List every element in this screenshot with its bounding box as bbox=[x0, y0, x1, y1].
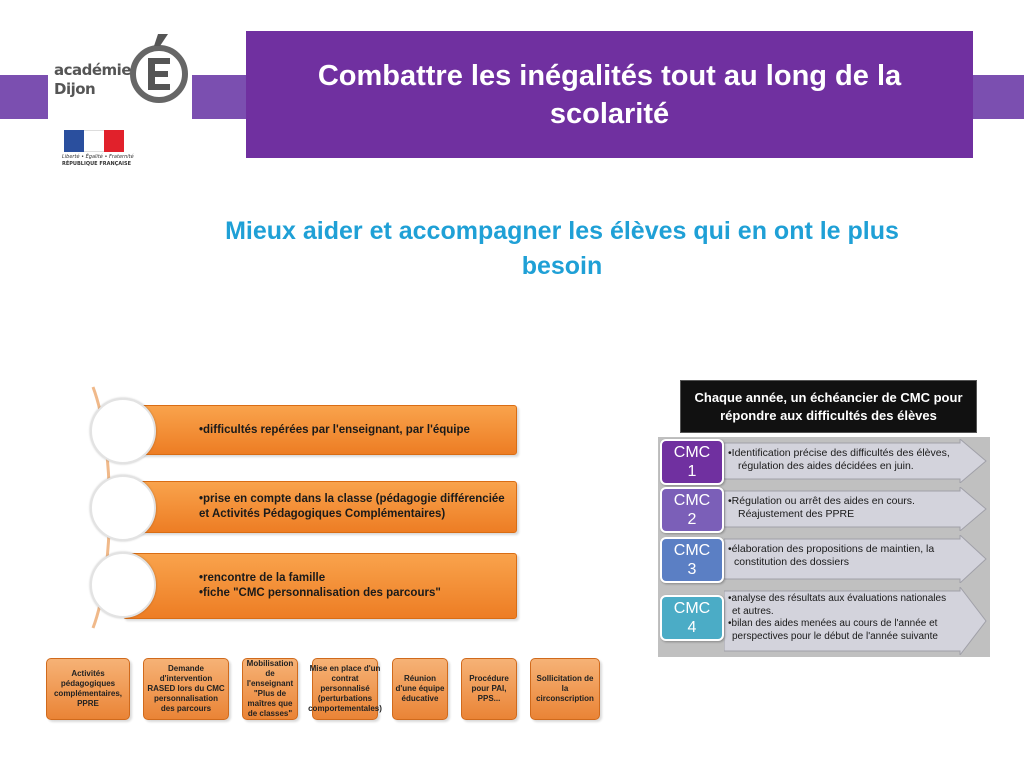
cmc-panel-title: Chaque année, un échéancier de CMC pour répondre aux difficultés des élèves bbox=[680, 380, 977, 433]
cmc-timeline-panel bbox=[658, 437, 990, 657]
action-box-pdmqdc: Mobilisation de l'enseignant "Plus de maîtres que de classes" bbox=[242, 658, 298, 720]
cmc-badge-3: CMC 3 bbox=[660, 537, 724, 583]
header-band-mid bbox=[192, 75, 246, 119]
flag-caption: Liberté • Égalité • Fraternité RÉPUBLIQUE FRANÇAISE bbox=[62, 154, 134, 167]
diagram-bar-3 bbox=[123, 553, 517, 619]
diagram-circle-1 bbox=[90, 398, 156, 464]
title-banner bbox=[246, 31, 973, 158]
diagram-bar-1 bbox=[123, 405, 517, 455]
academie-dijon-logo bbox=[50, 30, 192, 170]
action-box-contrat: Mise en place d'un contrat personnalisé (perturbations comportementales) bbox=[312, 658, 378, 720]
cmc-badge-4: CMC 4 bbox=[660, 595, 724, 641]
bar-item: • rencontre de la famille bbox=[199, 571, 516, 586]
process-diagram bbox=[85, 385, 525, 630]
bar-item: • prise en compte dans la classe (pédagogie différenciée et Activités Pédagogiques Complémentaires) bbox=[199, 492, 516, 522]
header-band-left bbox=[0, 75, 48, 119]
action-box-apc: Activités pédagogiques complémentaires, PPRE bbox=[46, 658, 130, 720]
subtitle: Mieux aider et accompagner les élèves qui en ont le plus besoin bbox=[225, 217, 899, 280]
header-band-right bbox=[973, 75, 1024, 119]
cmc-step-2-text: •Régulation ou arrêt des aides en cours. Réajustement des PPRE bbox=[728, 495, 915, 520]
action-box-circonscription: Sollicitation de la circonscription bbox=[530, 658, 600, 720]
logo-text: académie Dijon bbox=[54, 61, 131, 98]
diagram-circle-2 bbox=[90, 475, 156, 541]
action-box-pai-pps: Procédure pour PAI, PPS... bbox=[461, 658, 517, 720]
cmc-badge-2: CMC 2 bbox=[660, 487, 724, 533]
cmc-badge-1: CMC 1 bbox=[660, 439, 724, 485]
cmc-step-4-text: •analyse des résultats aux évaluations nationales et autres. •bilan des aides menées au cours de l'année et perspectives pour le début de l'année suivante bbox=[728, 593, 947, 642]
bar-item: • fiche "CMC personnalisation des parcours" bbox=[199, 586, 516, 601]
action-box-equipe-educative: Réunion d'une équipe éducative bbox=[392, 658, 448, 720]
cmc-step-3-text: •élaboration des propositions de maintien, la constitution des dossiers bbox=[728, 543, 935, 568]
action-box-rased: Demande d'intervention RASED lors du CMC personnalisation des parcours bbox=[143, 658, 229, 720]
french-flag-icon bbox=[64, 130, 124, 152]
page-title: Combattre les inégalités tout au long de la scolarité bbox=[317, 59, 902, 130]
cmc-step-1-text: •Identification précise des difficultés des élèves, régulation des aides décidées en juin. bbox=[728, 447, 950, 472]
diagram-bar-2 bbox=[123, 481, 517, 533]
diagram-circle-3 bbox=[90, 552, 156, 618]
bar-item: • difficultés repérées par l'enseignant, par l'équipe bbox=[199, 423, 516, 438]
logo-e-icon bbox=[128, 32, 190, 104]
